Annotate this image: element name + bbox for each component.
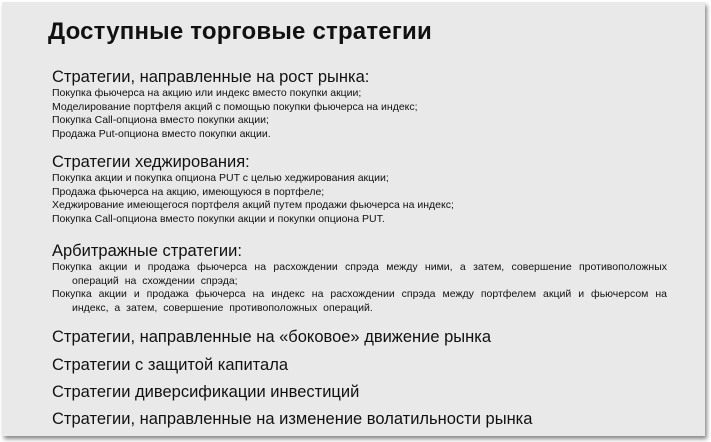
- section-hedging: [52, 153, 454, 226]
- slide-title: Доступные торговые стратегии: [48, 18, 432, 45]
- list-item: Покупка акции и продажа фьючерса на расхождении спрэда между ними, а затем, совершение противоположных операций на схождении спрэда;: [52, 261, 667, 287]
- slide: [2, 2, 705, 436]
- list-item: Моделирование портфеля акций с помощью покупки фьючерса на индекс;: [52, 100, 418, 113]
- strategy-heading: Стратегии, направленные на «боковое» движение рынка: [52, 328, 492, 346]
- list-item: Покупка Call-опциона вместо покупки акции;: [52, 114, 269, 126]
- section-arbitrage: [52, 242, 667, 315]
- strategy-heading: Стратегии диверсификации инвестиций: [52, 383, 360, 401]
- strategy-heading: Стратегии, направленные на изменение волатильности рынка: [52, 410, 533, 428]
- section-heading: Стратегии хеджирования:: [52, 153, 250, 171]
- list-item: Покупка акции и покупка опциона PUT с целью хеджирования акции;: [52, 172, 389, 184]
- section-heading: Стратегии, направленные на рост рынка:: [52, 68, 370, 86]
- list-item: Продажа фьючерса на акцию, имеющуюся в портфеле;: [52, 185, 325, 198]
- list-item: Покупка акции и продажа фьючерса на индекс на расхождении спрэда между портфелем акций и фьючерсом на индекс, а затем, совершение противоположных операций.: [52, 288, 667, 314]
- section-growth: [52, 68, 418, 141]
- list-item: Продажа Put-опциона вместо покупки акции.: [52, 127, 271, 140]
- strategy-heading: Стратегии с защитой капитала: [52, 356, 289, 374]
- list-item: Покупка Call-опциона вместо покупки акции и покупки опциона PUT.: [52, 212, 385, 225]
- section-heading: Арбитражные стратегии:: [52, 242, 242, 260]
- list-item: Хеджирование имеющегося портфеля акций путем продажи фьючерса на индекс;: [52, 199, 454, 211]
- list-item: Покупка фьючерса на акцию или индекс вместо покупки акции;: [52, 87, 362, 99]
